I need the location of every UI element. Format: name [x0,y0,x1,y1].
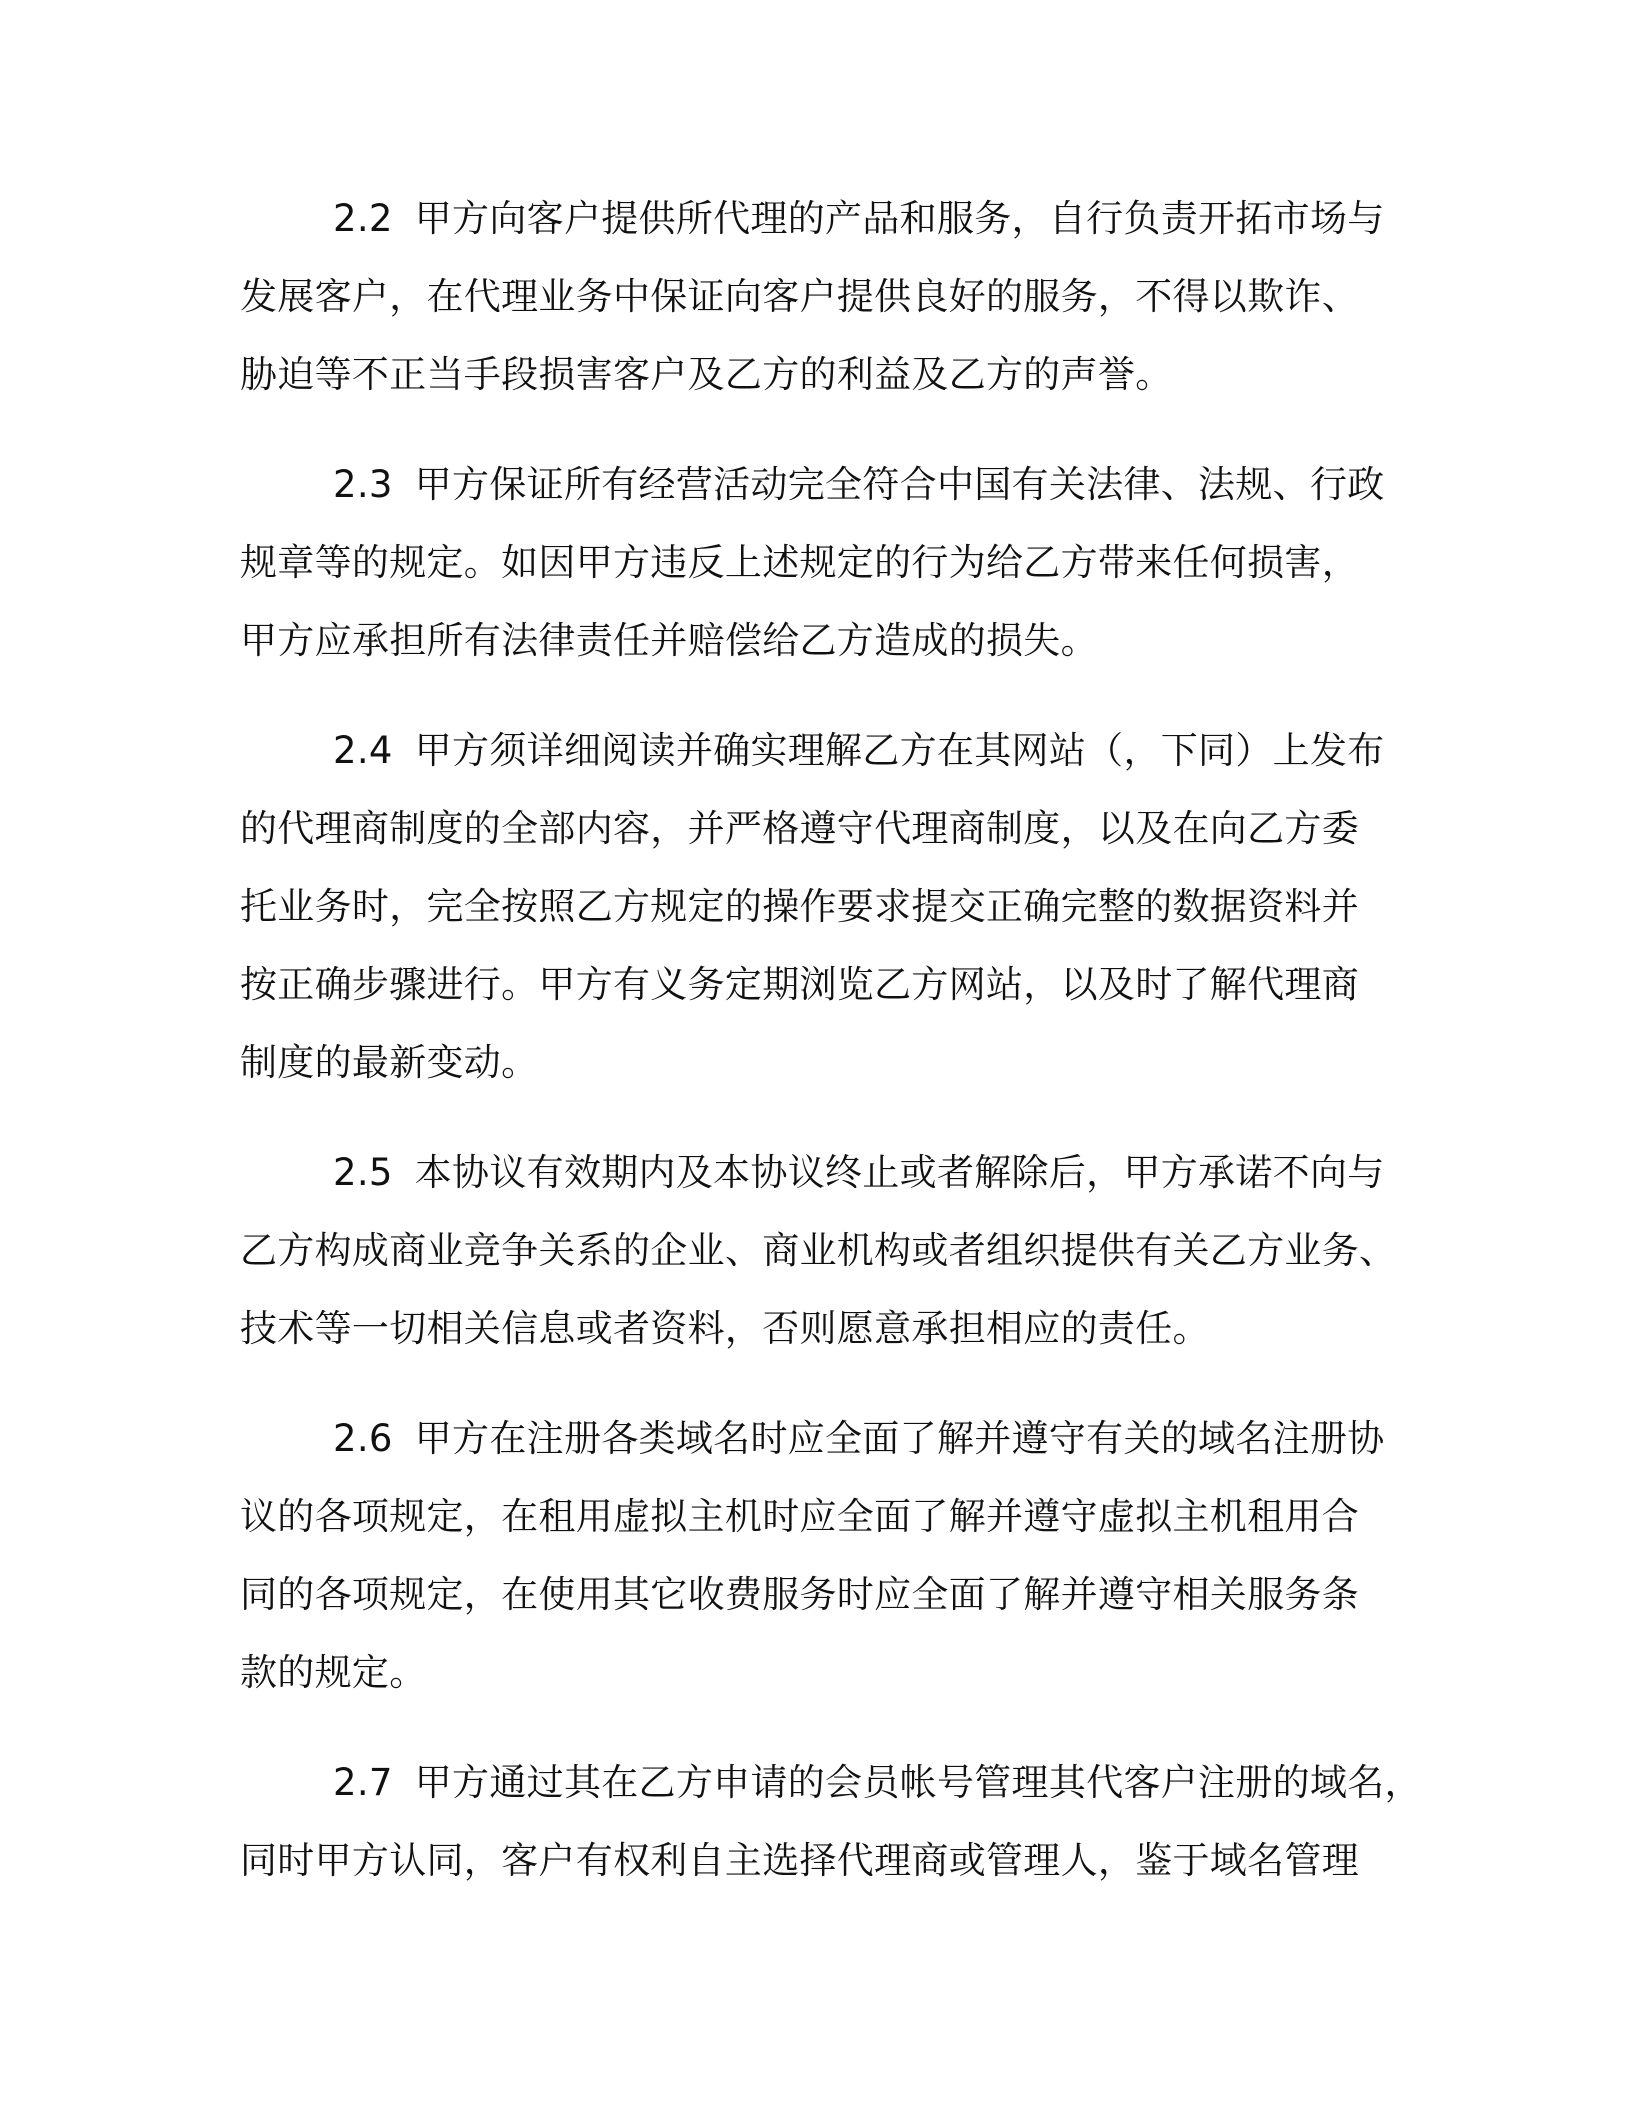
clause-line: 发展客户，在代理业务中保证向客户提供良好的服务，不得以欺诈、 [240,275,1359,318]
clause-line: 同的各项规定，在使用其它收费服务时应全面了解并遵守相关服务条 [240,1573,1359,1616]
clause-number: 2.2 [333,197,393,240]
clause-line: 的代理商制度的全部内容，并严格遵守代理商制度，以及在向乙方委 [240,807,1359,850]
clause-first-line [240,1400,1385,1478]
clause-text: 甲方在注册各类域名时应全面了解并遵守有关的域名注册协 [414,1417,1385,1460]
clause-first-line [240,446,1385,524]
clause-first-line [240,1744,1422,1822]
clause-2-5 [240,1134,1397,1368]
clause-text: 甲方通过其在乙方申请的会员帐号管理其代客户注册的域名， [414,1761,1422,1804]
clause-number: 2.3 [333,463,393,506]
clause-line: 胁迫等不正当手段损害客户及乙方的利益及乙方的声誉。 [240,353,1173,396]
clause-number: 2.4 [333,729,393,772]
clause-2-3 [240,446,1385,680]
clause-first-line [240,712,1385,790]
clause-line: 乙方构成商业竞争关系的企业、商业机构或者组织提供有关乙方业务、 [240,1229,1397,1272]
clause-line: 技术等一切相关信息或者资料，否则愿意承担相应的责任。 [240,1307,1210,1350]
clause-text: 本协议有效期内及本协议终止或者解除后，甲方承诺不向与 [414,1151,1385,1194]
clause-line: 款的规定。 [240,1651,427,1694]
clause-line: 按正确步骤进行。甲方有义务定期浏览乙方网站，以及时了解代理商 [240,963,1359,1006]
clause-2-4 [240,712,1385,1102]
clause-first-line [240,180,1385,258]
clause-line: 议的各项规定，在租用虚拟主机时应全面了解并遵守虚拟主机租用合 [240,1495,1359,1538]
document-page [240,180,1422,1932]
clause-text: 甲方保证所有经营活动完全符合中国有关法律、法规、行政 [414,463,1385,506]
clause-line: 托业务时，完全按照乙方规定的操作要求提交正确完整的数据资料并 [240,885,1359,928]
clause-line: 同时甲方认同，客户有权利自主选择代理商或管理人，鉴于域名管理 [240,1839,1359,1882]
clause-2-2 [240,180,1385,414]
clause-line: 规章等的规定。如因甲方违反上述规定的行为给乙方带来任何损害， [240,541,1359,584]
clause-line: 甲方应承担所有法律责任并赔偿给乙方造成的损失。 [240,619,1098,662]
clause-2-7 [240,1744,1422,1900]
clause-number: 2.7 [333,1761,393,1804]
clause-2-6 [240,1400,1385,1712]
clause-number: 2.5 [333,1151,393,1194]
clause-text: 甲方须详细阅读并确实理解乙方在其网站（，下同）上发布 [414,729,1385,772]
clause-number: 2.6 [333,1417,393,1460]
clause-first-line [240,1134,1385,1212]
clause-line: 制度的最新变动。 [240,1041,539,1084]
clause-text: 甲方向客户提供所代理的产品和服务，自行负责开拓市场与 [414,197,1385,240]
